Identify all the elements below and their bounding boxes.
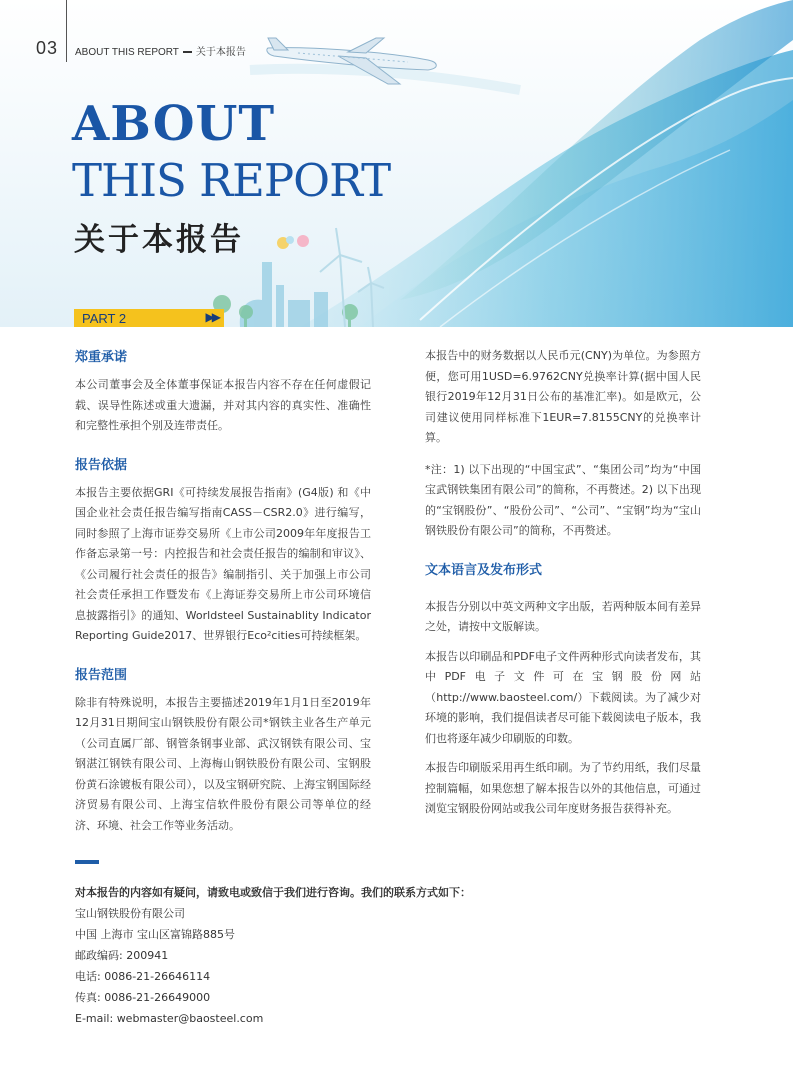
dash-separator: [183, 51, 192, 53]
page-number: 03: [36, 38, 59, 58]
decor-dot: [286, 236, 294, 244]
running-title: ABOUT THIS REPORT: [75, 47, 179, 58]
basis-text: 本报告主要依据GRI《可持续发展报告指南》(G4版) 和《中国企业社会责任报告编写指南CASS－CSR2.0》进行编写，同时参照了上海市证券交易所《上市公司2009年年度报告工作备忘录第一号：内控报告和社会责任报告的编制和审议》、《公司履行社会责任的报告》编制指引、关于加强上市公司社会责任承担工作暨发布《上海证券交易所上市公司环境信息披露指引》的通知、Worldsteel Sustainablity Indicator Reporting Guide2017、世界银行Eco²cities可持续框架。: [75, 485, 371, 642]
section-title-language: 文本语言及发布形式: [425, 562, 543, 578]
part-label: PART 2: [82, 311, 127, 326]
header-divider: [66, 0, 67, 62]
contact-fax: 传真: 0086-21-26649000: [75, 991, 211, 1004]
title-line-2: THIS REPORT: [72, 154, 391, 207]
contact-email[interactable]: E-mail: webmaster@baosteel.com: [75, 1012, 264, 1025]
language-text-2: 本报告以印刷品和PDF电子文件两种形式向读者发布，其中PDF电子文件可在宝钢股份网站（http://www.baosteel.com/）下载阅读。为了减少对环境的影响，我们提倡读者尽可能下载阅读电子版本，我们也将逐年减少印刷版的印数。: [425, 649, 701, 745]
section-title-scope: 报告范围: [75, 667, 128, 683]
section-title-commitment: 郑重承诺: [75, 350, 128, 365]
part-tag: [74, 309, 224, 327]
right-column: [425, 346, 701, 820]
factory-icon: [240, 262, 328, 327]
double-arrow-icon: ▶▶: [205, 310, 218, 324]
section-title-basis: 报告依据: [75, 457, 128, 473]
title-line-1: ABOUT: [72, 96, 276, 152]
language-text-3: 本报告印刷版采用再生纸印刷。为了节约用纸，我们尽量控制篇幅，如果您想了解本报告以外的其他信息，可通过浏览宝钢股份网站或我公司年度财务报告获得补充。: [425, 761, 701, 815]
currency-text: 本报告中的财务数据以人民币元(CNY)为单位。为参照方便，您可用1USD=6.9762CNY兑换率计算(据中国人民银行2019年12月31日公布的基准汇率)。如是欧元，公司建议使用同样标准下1EUR=7.8155CNY的兑换率计算。: [425, 349, 701, 444]
contact-phone: 电话: 0086-21-26646114: [75, 970, 211, 983]
contact-company: 宝山钢铁股份有限公司: [75, 907, 185, 920]
hero-banner: [0, 0, 793, 327]
decor-dot: [297, 235, 309, 247]
contact-block: [75, 860, 715, 1029]
running-header: [75, 43, 246, 58]
contact-address: 中国 上海市 宝山区富锦路885号: [75, 928, 235, 941]
left-column: [75, 346, 371, 836]
running-title-cn: 关于本报告: [195, 47, 246, 58]
contact-postcode: 邮政编码: 200941: [75, 949, 169, 962]
scope-text: 除非有特殊说明，本报告主要描述2019年1月1日至2019年12月31日期间宝山钢铁股份有限公司*钢铁主业各生产单元（公司直属厂部、钢管条钢事业部、武汉钢铁有限公司、宝钢湛江钢铁有限公司、上海梅山钢铁股份有限公司、宝钢股份黄石涂镀板有限公司），以及宝钢研究院、上海宝钢国际经济贸易有限公司、上海宝信软件股份有限公司等单位的经济、环境、社会工作等业务活动。: [75, 695, 371, 832]
contact-intro: 对本报告的内容如有疑问，请致电或致信于我们进行咨询。我们的联系方式如下：: [75, 886, 471, 899]
language-text-1: 本报告分别以中英文两种文字出版，若两种版本间有差异之处，请按中文版解读。: [425, 599, 701, 633]
contact-accent-bar: [75, 860, 99, 864]
title-chinese: 关于本报告: [74, 222, 244, 258]
note-text: *注：1) 以下出现的“中国宝武”、“集团公司”均为“中国宝武钢铁集团有限公司”的简称，不再赘述。2) 以下出现的“宝钢股份”、“股份公司”、“公司”、“宝钢”均为“宝山钢铁股份有限公司”的简称，不再赘述。: [425, 462, 701, 537]
commitment-text: 本公司董事会及全体董事保证本报告内容不存在任何虚假记载、误导性陈述或重大遗漏，并对其内容的真实性、准确性和完整性承担个别及连带责任。: [75, 378, 371, 432]
